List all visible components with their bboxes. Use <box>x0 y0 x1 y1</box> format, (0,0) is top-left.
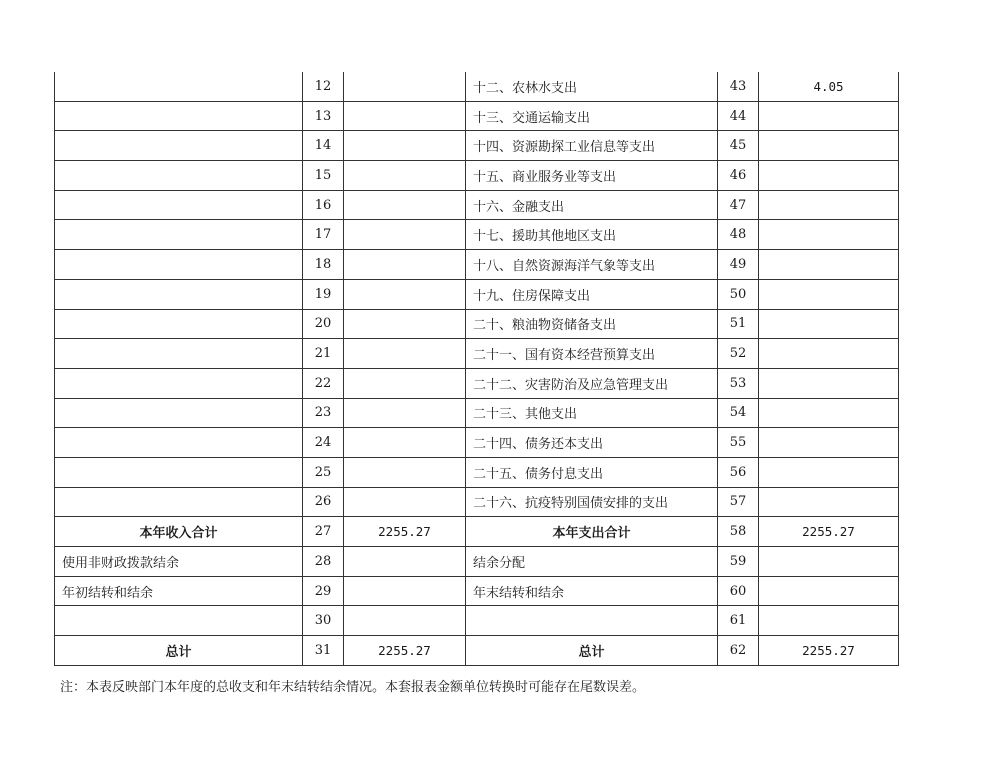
income-line-no-cell: 30 <box>303 606 344 636</box>
table-row <box>55 190 899 220</box>
income-line-no-cell: 16 <box>303 190 344 220</box>
income-amount-cell <box>344 279 466 309</box>
table-row <box>55 428 899 458</box>
income-item-cell <box>55 309 303 339</box>
income-line-no-cell: 19 <box>303 279 344 309</box>
income-item-cell <box>55 250 303 280</box>
income-amount-cell <box>344 576 466 606</box>
income-amount-cell: 2255.27 <box>344 517 466 547</box>
income-line-no-cell: 15 <box>303 161 344 191</box>
table-row <box>55 487 899 517</box>
income-line-no-cell: 20 <box>303 309 344 339</box>
expense-item-cell: 二十四、债务还本支出 <box>466 428 718 458</box>
income-item-cell <box>55 72 303 101</box>
income-item-cell <box>55 428 303 458</box>
expense-item-cell <box>466 606 718 636</box>
income-line-no-cell: 22 <box>303 368 344 398</box>
expense-item-cell: 十五、商业服务业等支出 <box>466 161 718 191</box>
expense-amount-cell: 2255.27 <box>759 517 899 547</box>
income-item-cell: 总计 <box>55 636 303 666</box>
expense-item-cell: 二十五、债务付息支出 <box>466 457 718 487</box>
expense-amount-cell <box>759 339 899 369</box>
expense-item-cell: 二十三、其他支出 <box>466 398 718 428</box>
expense-amount-cell <box>759 309 899 339</box>
income-item-cell: 年初结转和结余 <box>55 576 303 606</box>
expense-line-no-cell: 48 <box>718 220 759 250</box>
income-amount-cell <box>344 487 466 517</box>
table-row <box>55 250 899 280</box>
expense-line-no-cell: 46 <box>718 161 759 191</box>
income-item-cell: 本年收入合计 <box>55 517 303 547</box>
income-amount-cell <box>344 339 466 369</box>
income-line-no-cell: 27 <box>303 517 344 547</box>
expense-amount-cell <box>759 250 899 280</box>
income-amount-cell <box>344 606 466 636</box>
income-line-no-cell: 24 <box>303 428 344 458</box>
expense-line-no-cell: 52 <box>718 339 759 369</box>
expense-item-cell: 二十二、灾害防治及应急管理支出 <box>466 368 718 398</box>
expense-item-cell: 十三、交通运输支出 <box>466 101 718 131</box>
income-item-cell <box>55 220 303 250</box>
expense-amount-cell <box>759 487 899 517</box>
expense-line-no-cell: 55 <box>718 428 759 458</box>
table-row <box>55 339 899 369</box>
income-amount-cell <box>344 72 466 101</box>
expense-item-cell: 年末结转和结余 <box>466 576 718 606</box>
income-line-no-cell: 13 <box>303 101 344 131</box>
expense-amount-cell <box>759 547 899 577</box>
expense-amount-cell: 4.05 <box>759 72 899 101</box>
table-row <box>55 576 899 606</box>
expense-amount-cell <box>759 190 899 220</box>
income-amount-cell <box>344 309 466 339</box>
table-row <box>55 309 899 339</box>
expense-line-no-cell: 59 <box>718 547 759 577</box>
expense-line-no-cell: 54 <box>718 398 759 428</box>
income-item-cell <box>55 398 303 428</box>
table-row <box>55 636 899 666</box>
income-line-no-cell: 18 <box>303 250 344 280</box>
table-row <box>55 547 899 577</box>
expense-amount-cell <box>759 101 899 131</box>
expense-line-no-cell: 44 <box>718 101 759 131</box>
expense-line-no-cell: 49 <box>718 250 759 280</box>
expense-amount-cell <box>759 576 899 606</box>
expense-line-no-cell: 61 <box>718 606 759 636</box>
table-row <box>55 72 899 101</box>
table-row <box>55 368 899 398</box>
expense-item-cell: 二十、粮油物资储备支出 <box>466 309 718 339</box>
income-item-cell <box>55 190 303 220</box>
expense-amount-cell <box>759 161 899 191</box>
expense-item-cell: 十四、资源勘探工业信息等支出 <box>466 131 718 161</box>
expense-line-no-cell: 58 <box>718 517 759 547</box>
budget-table-body <box>55 72 899 665</box>
expense-line-no-cell: 43 <box>718 72 759 101</box>
expense-item-cell: 十八、自然资源海洋气象等支出 <box>466 250 718 280</box>
expense-line-no-cell: 62 <box>718 636 759 666</box>
income-amount-cell <box>344 398 466 428</box>
income-amount-cell <box>344 547 466 577</box>
income-item-cell <box>55 279 303 309</box>
expense-amount-cell <box>759 131 899 161</box>
expense-item-cell: 二十六、抗疫特别国债安排的支出 <box>466 487 718 517</box>
expense-item-cell: 结余分配 <box>466 547 718 577</box>
income-line-no-cell: 26 <box>303 487 344 517</box>
expense-amount-cell: 2255.27 <box>759 636 899 666</box>
income-item-cell <box>55 101 303 131</box>
income-amount-cell <box>344 161 466 191</box>
income-amount-cell: 2255.27 <box>344 636 466 666</box>
income-item-cell <box>55 606 303 636</box>
income-amount-cell <box>344 457 466 487</box>
income-line-no-cell: 21 <box>303 339 344 369</box>
expense-amount-cell <box>759 428 899 458</box>
income-line-no-cell: 25 <box>303 457 344 487</box>
income-amount-cell <box>344 220 466 250</box>
income-line-no-cell: 17 <box>303 220 344 250</box>
expense-line-no-cell: 53 <box>718 368 759 398</box>
expense-amount-cell <box>759 279 899 309</box>
table-row <box>55 457 899 487</box>
expense-line-no-cell: 45 <box>718 131 759 161</box>
expense-amount-cell <box>759 398 899 428</box>
expense-item-cell: 总计 <box>466 636 718 666</box>
table-row <box>55 161 899 191</box>
income-item-cell <box>55 457 303 487</box>
table-row <box>55 517 899 547</box>
income-amount-cell <box>344 101 466 131</box>
table-row <box>55 131 899 161</box>
expense-line-no-cell: 56 <box>718 457 759 487</box>
income-item-cell <box>55 161 303 191</box>
table-row <box>55 220 899 250</box>
expense-amount-cell <box>759 457 899 487</box>
income-line-no-cell: 29 <box>303 576 344 606</box>
expense-item-cell: 十二、农林水支出 <box>466 72 718 101</box>
table-row <box>55 398 899 428</box>
income-line-no-cell: 23 <box>303 398 344 428</box>
income-item-cell <box>55 131 303 161</box>
income-item-cell <box>55 368 303 398</box>
expense-line-no-cell: 47 <box>718 190 759 220</box>
expense-amount-cell <box>759 606 899 636</box>
income-item-cell <box>55 487 303 517</box>
expense-item-cell: 二十一、国有资本经营预算支出 <box>466 339 718 369</box>
expense-item-cell: 十七、援助其他地区支出 <box>466 220 718 250</box>
income-amount-cell <box>344 250 466 280</box>
income-amount-cell <box>344 131 466 161</box>
expense-amount-cell <box>759 220 899 250</box>
income-line-no-cell: 14 <box>303 131 344 161</box>
table-row <box>55 279 899 309</box>
income-line-no-cell: 28 <box>303 547 344 577</box>
expense-line-no-cell: 60 <box>718 576 759 606</box>
income-item-cell <box>55 339 303 369</box>
expense-line-no-cell: 50 <box>718 279 759 309</box>
budget-table-container <box>54 72 899 666</box>
income-amount-cell <box>344 190 466 220</box>
expense-line-no-cell: 57 <box>718 487 759 517</box>
expense-item-cell: 十六、金融支出 <box>466 190 718 220</box>
budget-table <box>54 72 899 666</box>
expense-item-cell: 十九、住房保障支出 <box>466 279 718 309</box>
expense-amount-cell <box>759 368 899 398</box>
table-row <box>55 606 899 636</box>
income-amount-cell <box>344 428 466 458</box>
expense-item-cell: 本年支出合计 <box>466 517 718 547</box>
income-line-no-cell: 12 <box>303 72 344 101</box>
table-row <box>55 101 899 131</box>
expense-line-no-cell: 51 <box>718 309 759 339</box>
income-item-cell: 使用非财政拨款结余 <box>55 547 303 577</box>
income-amount-cell <box>344 368 466 398</box>
footnote: 注：本表反映部门本年度的总收支和年末结转结余情况。本套报表金额单位转换时可能存在尾数误差。 <box>60 680 646 695</box>
income-line-no-cell: 31 <box>303 636 344 666</box>
